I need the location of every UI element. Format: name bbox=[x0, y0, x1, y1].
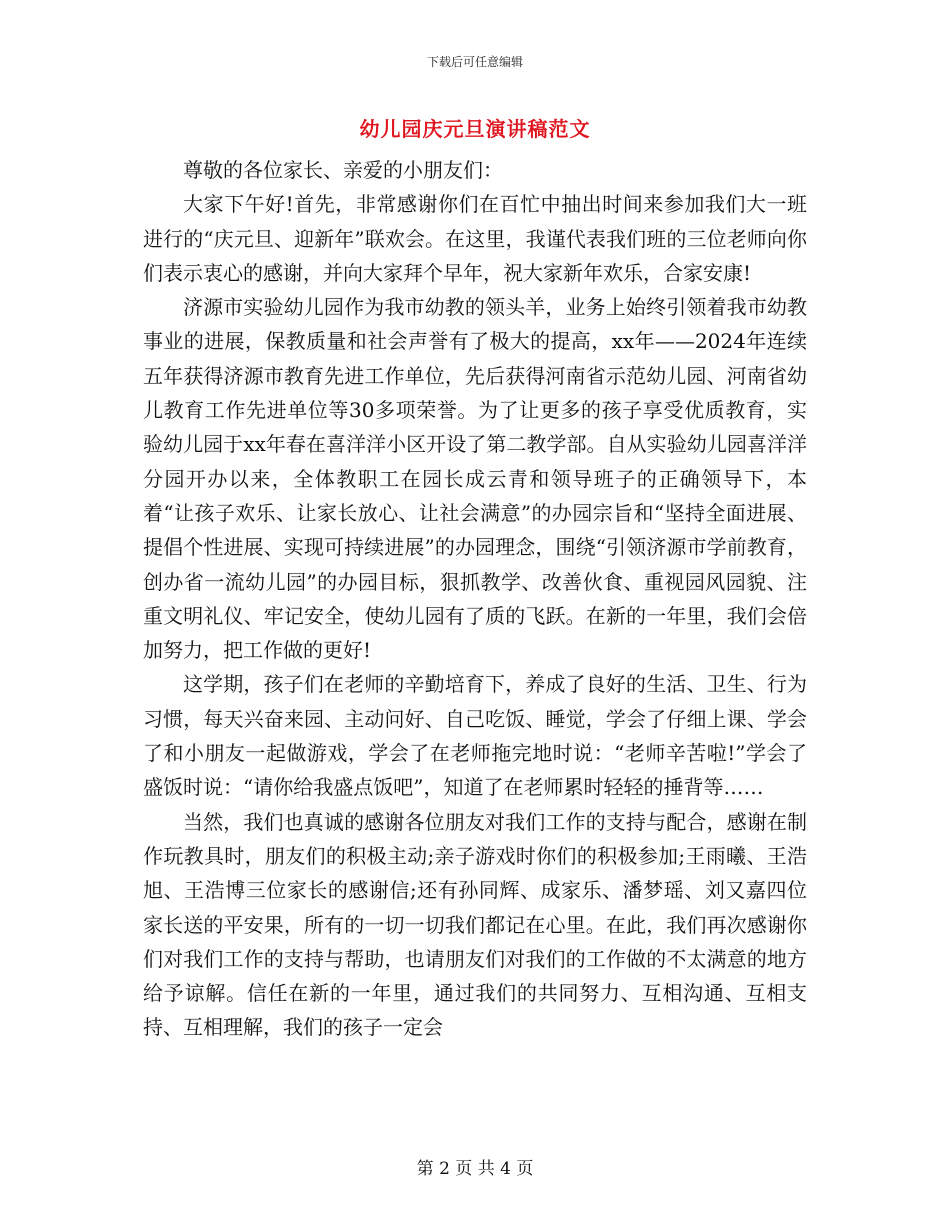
body-paragraph-school-intro: 济源市实验幼儿园作为我市幼教的领头羊，业务上始终引领着我市幼教事业的进展，保教质量和社会声誉有了极大的提高，xx年——2024年连续五年获得济源市教育先进工作单位，先后获得河南省示范幼儿园、河南省幼儿教育工作先进单位等30多项荣誉。为了让更多的孩子享受优质教育，实验幼儿园于xx年春在喜洋洋小区开设了第二教学部。自从实验幼儿园喜洋洋分园开办以来，全体教职工在园长成云青和领导班子的正确领导下，本着“让孩子欢乐、让家长放心、让社会满意”的办园宗旨和“坚持全面进展、提倡个性进展、实现可持续进展”的办园理念，围绕“引领济源市学前教育，创办省一流幼儿园”的办园目标，狠抓教学、改善伙食、重视园风园貌、注重文明礼仪、牢记安全，使幼儿园有了质的飞跃。在新的一年里，我们会倍加努力，把工作做的更好! bbox=[143, 295, 807, 663]
document-body bbox=[143, 153, 807, 1045]
body-paragraph-children-progress: 这学期，孩子们在老师的辛勤培育下，养成了良好的生活、卫生、行为习惯，每天兴奋来园、主动问好、自己吃饭、睡觉，学会了仔细上课、学会了和小朋友一起做游戏，学会了在老师拖完地时说：“老师辛苦啦!”学会了盛饭时说：“请你给我盛点饭吧”，知道了在老师累时轻轻的捶背等…… bbox=[143, 672, 807, 800]
body-paragraph-thanks: 当然，我们也真诚的感谢各位朋友对我们工作的支持与配合，感谢在制作玩教具时，朋友们的积极主动;亲子游戏时你们的积极参加;王雨曦、王浩旭、王浩博三位家长的感谢信;还有孙同辉、成家乐、潘梦瑶、刘又嘉四位家长送的平安果，所有的一切一切我们都记在心里。在此，我们再次感谢你们对我们工作的支持与帮助，也请朋友们对我们的工作做的不太满意的地方给予谅解。信任在新的一年里，通过我们的共同努力、互相沟通、互相支持、互相理解，我们的孩子一定会 bbox=[143, 809, 807, 1040]
page-header-note: 下载后可任意编辑 bbox=[426, 55, 523, 69]
body-paragraph-greeting: 大家下午好!首先，非常感谢你们在百忙中抽出时间来参加我们大一班进行的“庆元旦、迎新年”联欢会。在这里，我谨代表我们班的三位老师向你们表示衷心的感谢，并向大家拜个早年，祝大家新年欢乐，合家安康! bbox=[143, 192, 807, 285]
page-footer-number: 第 2 页 共 4 页 bbox=[416, 1159, 534, 1179]
document-title: 幼儿园庆元旦演讲稿范文 bbox=[359, 117, 591, 141]
salutation-paragraph: 尊敬的各位家长、亲爱的小朋友们： bbox=[183, 158, 503, 182]
